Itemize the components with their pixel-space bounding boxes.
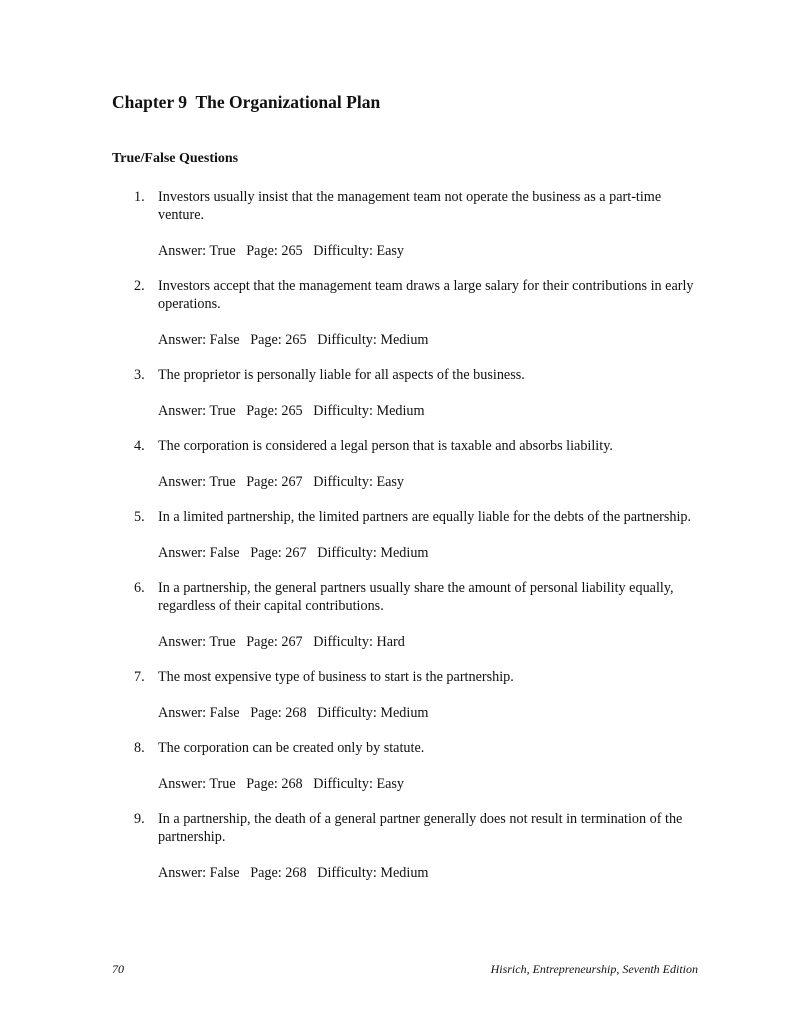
question-text: The proprietor is personally liable for all aspects of the business. (158, 367, 525, 383)
question-text: Investors accept that the management team draws a large salary for their contributions in early operations. (158, 278, 694, 312)
question-list (0, 188, 791, 899)
question-number: 2. (134, 278, 145, 294)
question-number: 6. (134, 580, 145, 596)
question-answer: Answer: True Page: 267 Difficulty: Hard (158, 634, 405, 650)
question-item (0, 188, 791, 260)
question-number: 3. (134, 367, 145, 383)
question-answer: Answer: False Page: 267 Difficulty: Medium (158, 545, 429, 561)
question-text: Investors usually insist that the management team not operate the business as a part-time venture. (158, 189, 662, 223)
question-text: The most expensive type of business to start is the partnership. (158, 669, 514, 685)
question-item (0, 508, 791, 562)
question-text: In a partnership, the death of a general partner generally does not result in termination of the partnership. (158, 811, 683, 845)
question-number: 7. (134, 669, 145, 685)
question-text: The corporation is considered a legal person that is taxable and absorbs liability. (158, 438, 613, 454)
question-item (0, 277, 791, 349)
question-text: In a partnership, the general partners usually share the amount of personal liability equally, regardless of their capital contributions. (158, 580, 674, 614)
question-item (0, 366, 791, 420)
question-number: 1. (134, 189, 145, 205)
question-number: 9. (134, 811, 145, 827)
chapter-title: Chapter 9 The Organizational Plan (112, 92, 381, 112)
footer-source: Hisrich, Entrepreneurship, Seventh Edition (490, 962, 698, 976)
question-number: 8. (134, 740, 145, 756)
question-item (0, 668, 791, 722)
question-answer: Answer: False Page: 265 Difficulty: Medium (158, 332, 429, 348)
question-item (0, 579, 791, 651)
section-title: True/False Questions (112, 151, 239, 166)
question-item (0, 437, 791, 491)
question-number: 4. (134, 438, 145, 454)
question-answer: Answer: False Page: 268 Difficulty: Medium (158, 865, 429, 881)
question-answer: Answer: False Page: 268 Difficulty: Medium (158, 705, 429, 721)
question-answer: Answer: True Page: 267 Difficulty: Easy (158, 474, 405, 490)
question-answer: Answer: True Page: 268 Difficulty: Easy (158, 776, 405, 792)
question-answer: Answer: True Page: 265 Difficulty: Medium (158, 403, 425, 419)
question-text: The corporation can be created only by statute. (158, 740, 425, 756)
question-item (0, 739, 791, 793)
question-text: In a limited partnership, the limited partners are equally liable for the debts of the partnership. (158, 509, 692, 525)
question-answer: Answer: True Page: 265 Difficulty: Easy (158, 243, 405, 259)
question-item (0, 810, 791, 882)
footer-page-number: 70 (112, 962, 124, 976)
question-number: 5. (134, 509, 145, 525)
